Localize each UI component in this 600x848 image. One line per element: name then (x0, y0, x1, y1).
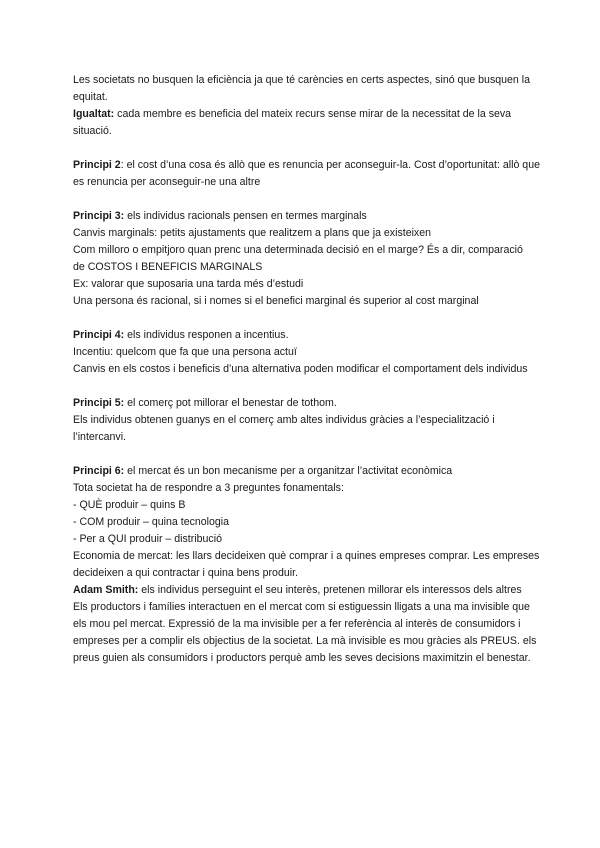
principi-6-line: - Per a QUI produir – distribució (73, 533, 222, 545)
principi-4-text: els individus responen a incentius. (124, 329, 289, 341)
principi-3-line: Una persona és racional, si i nomes si el benefici marginal és superior al cost marginal (73, 295, 479, 307)
principi-4-line: Incentiu: quelcom que fa que una persona actuï (73, 346, 297, 358)
principi-5-heading (73, 395, 543, 412)
closing-paragraph: Els productors i famílies interactuen en el mercat com si estiguessin lligats a una ma invisible que els mou pel mercat. Expressió de la ma invisible per a fer referència al interès de consumidors i empreses per a complir els objectius de la societat. La mà invisible es mou gràcies als PREUS. els preus guien als consumidors i productors perquè amb les seves decisions maximitzin el benestar. (73, 601, 537, 664)
spacer (73, 378, 543, 395)
adam-smith-paragraph (73, 582, 543, 599)
principi-4-heading (73, 327, 543, 344)
adam-smith-text: els individus perseguint el seu interès, pretenen millorar els interessos dels altres (138, 584, 522, 596)
igualtat-label: Igualtat: (73, 108, 115, 120)
principi-2-label: Principi 2 (73, 159, 121, 171)
principi-6-text: el mercat és un bon mecanisme per a organitzar l’activitat econòmica (124, 465, 453, 477)
principi-5-text: el comerç pot millorar el benestar de tothom. (124, 397, 337, 409)
principi-3-line: Com milloro o empitjoro quan prenc una determinada decisió en el marge? És a dir, comparació (73, 244, 523, 256)
spacer (73, 140, 543, 157)
principi-3-line: Canvis marginals: petits ajustaments que realitzem a plans que ja existeixen (73, 227, 432, 239)
intro-paragraph: Les societats no busquen la eficiència ja que té carències en certs aspectes, sinó que busquen la equitat. (73, 74, 531, 103)
principi-5-line: Els individus obtenen guanys en el comerç amb altes individus gràcies a l’especialització i l’intercanvi. (73, 414, 495, 443)
principi-3-heading (73, 208, 543, 225)
principi-4-line: Canvis en els costos i beneficis d’una alternativa poden modificar el comportament dels individus (73, 363, 528, 375)
principi-6-line: - QUÈ produir – quins B (73, 499, 186, 511)
principi-6-label: Principi 6: (73, 465, 125, 477)
principi-2-paragraph (73, 157, 543, 191)
principi-6-line: Tota societat ha de respondre a 3 preguntes fonamentals: (73, 482, 344, 494)
principi-5-label: Principi 5: (73, 397, 125, 409)
igualtat-text: cada membre es beneficia del mateix recurs sense mirar de la necessitat de la seva situació. (73, 108, 512, 137)
spacer (73, 191, 543, 208)
principi-3-text: els individus racionals pensen en termes marginals (124, 210, 367, 222)
spacer (73, 310, 543, 327)
principi-4-label: Principi 4: (73, 329, 125, 341)
principi-6-heading (73, 463, 543, 480)
spacer (73, 446, 543, 463)
principi-3-line: de COSTOS I BENEFICIS MARGINALS (73, 261, 263, 273)
igualtat-paragraph (73, 106, 543, 140)
principi-6-line: - COM produir – quina tecnologia (73, 516, 230, 528)
principi-2-text: : el cost d’una cosa és allò que es renuncia per aconseguir-la. Cost d’oportunitat: allò que es renuncia per aconseguir-ne una altre (73, 159, 540, 188)
document-page (73, 72, 543, 667)
principi-3-label: Principi 3: (73, 210, 125, 222)
principi-6-line: Economia de mercat: les llars decideixen què comprar i a quines empreses comprar. Les empreses decideixen a qui contractar i quina bens produir. (73, 550, 540, 579)
adam-smith-label: Adam Smith: (73, 584, 139, 596)
principi-3-line: Ex: valorar que suposaria una tarda més d’estudi (73, 278, 304, 290)
